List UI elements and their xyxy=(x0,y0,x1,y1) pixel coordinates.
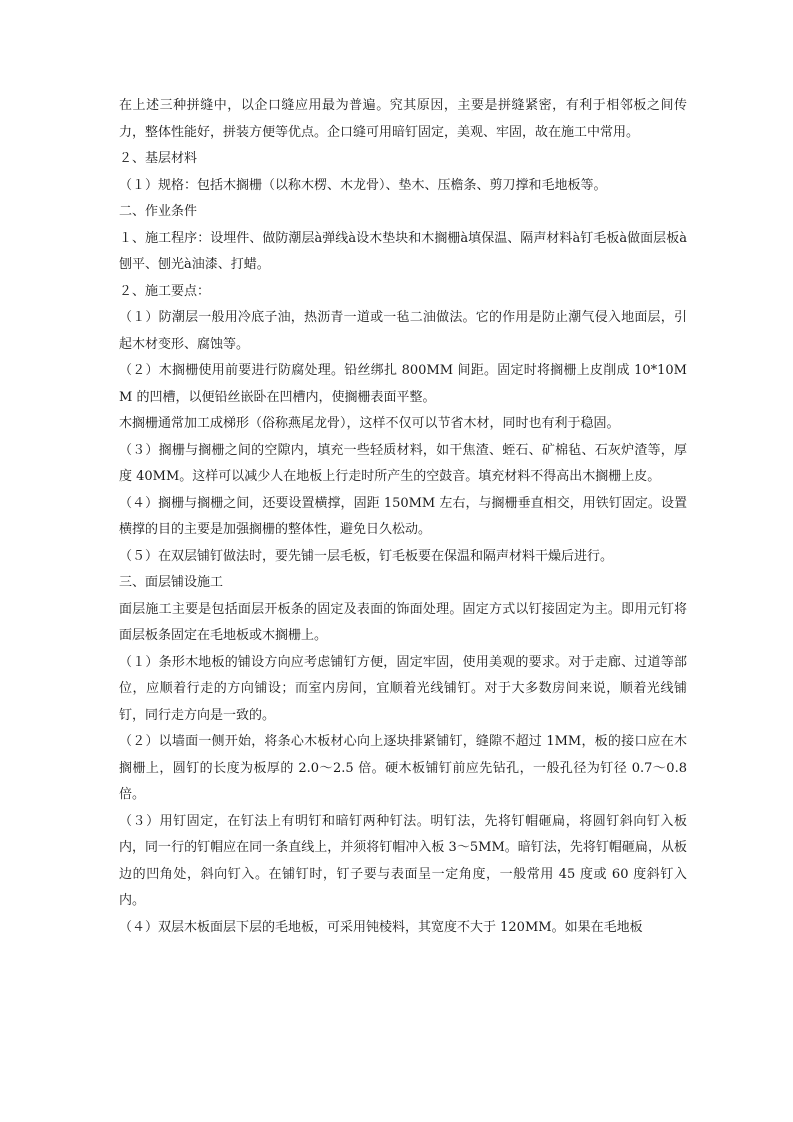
document-page xyxy=(119,93,687,941)
paragraph-nailing-methods: （３）用钉固定，在钉法上有明钉和暗钉两种钉法。明钉法，先将钉帽砸扁，将圆钉斜向钉入板内，同一行的钉帽应在同一条直线上，并须将钉帽冲入板 3～5MM。暗钉法，先将钉帽砸扁，从板边的凹角处，斜向钉入。在铺钉时，钉子要与表面呈一定角度，一般常用 45 度或 60 度斜钉入内。 xyxy=(119,813,687,908)
paragraph-laying-direction: （１）条形木地板的铺设方向应考虑铺钉方便，固定牢固，使用美观的要求。对于走廊、过道等部位，应顺着行走的方向铺设；而室内房间，宜顺着光线铺钉。对于大多数房间来说，顺着光线铺钉，同行走方向是一致的。 xyxy=(119,654,687,723)
heading-construction-points: ２、施工要点： xyxy=(119,283,211,299)
paragraph-joist-fill: （３）搁栅与搁栅之间的空隙内，填充一些轻质材料，如干焦渣、蛭石、矿棉毡、石灰炉渣等，厚度 40MM。这样可以减少人在地板上行走时所产生的空鼓音。填充材料不得高出木搁栅上皮。 xyxy=(119,442,687,484)
heading-surface-installation: 三、面层铺设施工 xyxy=(119,575,224,590)
heading-base-materials: ２、基层材料 xyxy=(119,151,198,166)
paragraph-joist-shape: 木搁栅通常加工成梯形（俗称燕尾龙骨），这样不仅可以节省木材，同时也有利于稳固。 xyxy=(119,416,620,431)
paragraph-construction-procedure: １、施工程序：设埋件、做防潮层à弹线à设木垫块和木搁栅à填保温、隔声材料à钉毛板à做面层板à刨平、刨光à油漆、打蜡。 xyxy=(119,230,687,272)
paragraph-joint-types: 在上述三种拼缝中，以企口缝应用最为普遍。究其原因，主要是拼缝紧密，有利于相邻板之间传力，整体性能好，拼装方便等优点。企口缝可用暗钉固定，美观、牢固，故在施工中常用。 xyxy=(119,98,687,140)
paragraph-specifications: （１）规格：包括木搁栅（以称木楞、木龙骨）、垫木、压檐条、剪刀撑和毛地板等。 xyxy=(119,177,607,193)
paragraph-joist-treatment: （２）木搁栅使用前要进行防腐处理。铅丝绑扎 800MM 间距。固定时将搁栅上皮削成 10*10MM 的凹槽，以便铅丝嵌卧在凹槽内，使搁栅表面平整。 xyxy=(119,363,687,405)
paragraph-subfloor: （４）双层木板面层下层的毛地板，可采用钝棱料，其宽度不大于 120MM。如果在毛地板 xyxy=(119,919,643,935)
paragraph-double-layer: （５）在双层铺钉做法时，要先铺一层毛板，钉毛板要在保温和隔声材料干燥后进行。 xyxy=(119,548,614,564)
paragraph-cross-bracing: （４）搁栅与搁栅之间，还要设置横撑，固距 150MM 左右，与搁栅垂直相交，用铁钉固定。设置横撑的目的主要是加强搁栅的整体性，避免日久松动。 xyxy=(119,495,687,537)
paragraph-laying-start: （２）以墙面一侧开始，将条心木板材心向上逐块排紧铺钉，缝隙不超过 1MM，板的接口应在木搁栅上，圆钉的长度为板厚的 2.0～2.5 倍。硬木板铺钉前应先钻孔，一般孔径为钉径 0.7～0.8 倍。 xyxy=(119,734,687,802)
paragraph-moisture-barrier: （１）防潮层一般用冷底子油，热沥青一道或一毡二油做法。它的作用是防止潮气侵入地面层，引起木材变形、腐蚀等。 xyxy=(119,310,687,352)
paragraph-surface-overview: 面层施工主要是包括面层开板条的固定及表面的饰面处理。固定方式以钉接固定为主。即用元钉将面层板条固定在毛地板或木搁栅上。 xyxy=(119,601,687,643)
heading-work-conditions: 二、作业条件 xyxy=(119,204,198,219)
